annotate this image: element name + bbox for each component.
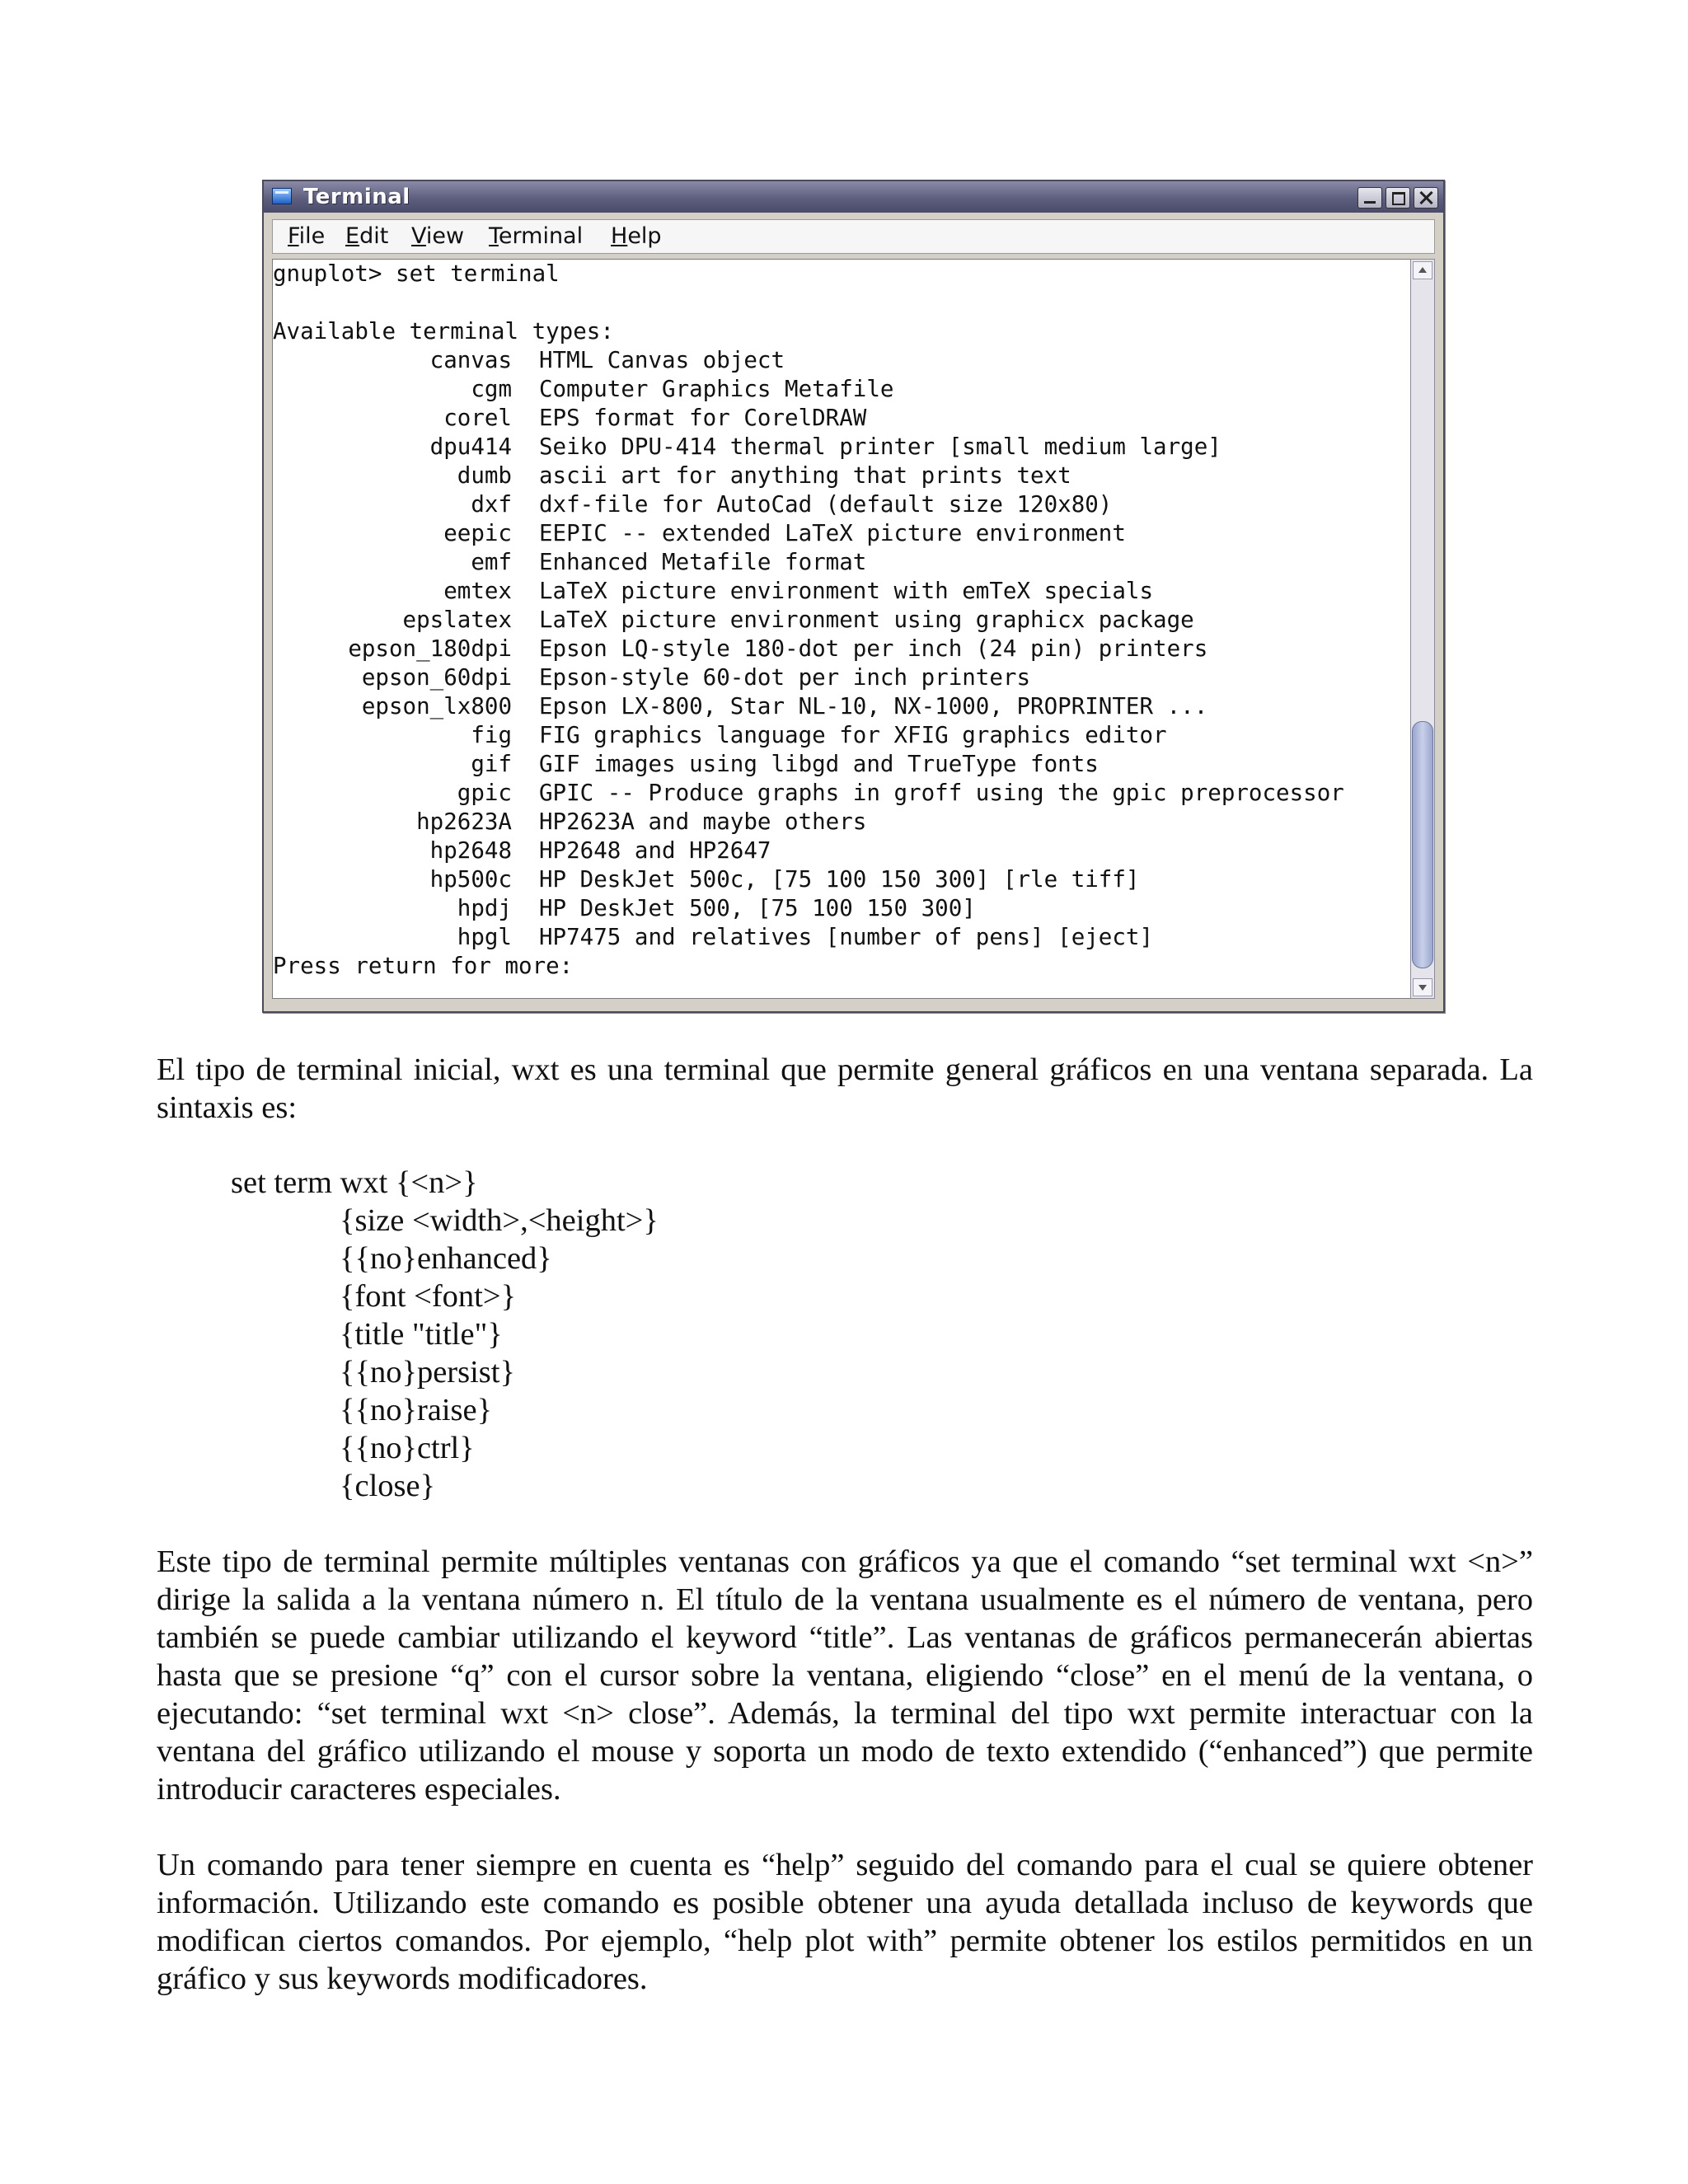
terminal-desc: LaTeX picture environment with emTeX specials [539, 578, 1154, 604]
terminal-desc: LaTeX picture environment using graphicx package [539, 607, 1194, 633]
terminal-desc: Seiko DPU-414 thermal printer [small medium large] [539, 434, 1221, 460]
terminal-name: hp2623A [416, 808, 512, 835]
terminal-type-row [273, 923, 1410, 952]
terminal-desc: HP2623A and maybe others [539, 808, 867, 835]
vertical-scrollbar[interactable] [1410, 259, 1435, 999]
scrollbar-thumb[interactable] [1412, 721, 1433, 968]
scroll-down-arrow-icon[interactable] [1413, 978, 1432, 996]
terminal-name: canvas [429, 347, 512, 373]
terminal-desc: EPS format for CorelDRAW [539, 405, 867, 431]
terminal-type-row [273, 433, 1410, 462]
terminal-desc: Epson LX-800, Star NL-10, NX-1000, PROPRINTER ... [539, 693, 1208, 719]
minimize-button[interactable] [1357, 187, 1382, 209]
terminal-desc: Epson LQ-style 180-dot per inch (24 pin) printers [539, 635, 1208, 662]
terminal-type-row [273, 865, 1410, 894]
terminal-name: epson_180dpi [348, 635, 512, 662]
terminal-name: dxf [471, 491, 512, 518]
terminal-type-row [273, 808, 1410, 837]
syntax-option: {title "title"} [340, 1317, 503, 1352]
menu-view[interactable]: View [411, 223, 465, 249]
terminal-type-row [273, 606, 1410, 635]
syntax-option: {{no}ctrl} [340, 1431, 475, 1465]
terminal-name: epson_lx800 [361, 693, 512, 719]
terminal-type-row [273, 519, 1410, 548]
terminal-type-row [273, 404, 1410, 433]
syntax-line: set term wxt {<n>} [231, 1165, 478, 1200]
terminal-desc: FIG graphics language for XFIG graphics editor [539, 722, 1167, 748]
maximize-button[interactable] [1386, 187, 1410, 209]
title-bar[interactable] [264, 181, 1443, 213]
syntax-block [231, 1164, 659, 1505]
intro-paragraph: El tipo de terminal inicial, wxt es una terminal que permite general gráficos en una ventana separada. La sintaxis es: [157, 1052, 1533, 1125]
terminal-name: dumb [457, 462, 512, 489]
terminal-name: emf [471, 549, 512, 575]
help-command-paragraph: Un comando para tener siempre en cuenta es “help” seguido del comando para el cual se quiere obtener información. Utilizando este comando es posible obtener una ayuda detallada incluso de keywords que modifican ciertos comandos. Por ejemplo, “help plot with” permite obtener los estilos permitidos en un gráfico y sus keywords modificadores. [157, 1848, 1533, 1996]
menu-help[interactable]: Help [611, 223, 662, 249]
syntax-option: {{no}persist} [340, 1355, 515, 1390]
terminal-name: eepic [443, 520, 512, 546]
terminal-desc: HP DeskJet 500c, [75 100 150 300] [rle tiff] [539, 866, 1140, 893]
terminal-desc: HTML Canvas object [539, 347, 785, 373]
window-title: Terminal [303, 185, 410, 209]
terminal-type-row [273, 490, 1410, 519]
terminal-type-row [273, 750, 1410, 779]
terminal-type-row [273, 375, 1410, 404]
syntax-option: {size <width>,<height>} [340, 1203, 659, 1238]
syntax-option: {{no}enhanced} [340, 1241, 552, 1276]
terminal-name: gpic [457, 780, 512, 806]
terminal-desc: Enhanced Metafile format [539, 549, 867, 575]
header-line: Available terminal types: [273, 318, 614, 344]
terminal-desc: HP DeskJet 500, [75 100 150 300] [539, 895, 976, 921]
terminal-type-row [273, 635, 1410, 663]
terminal-name: cgm [471, 376, 512, 402]
menu-bar [272, 219, 1435, 254]
terminal-app-icon [272, 188, 292, 204]
terminal-desc: HP2648 and HP2647 [539, 837, 771, 864]
syntax-option: {{no}raise} [340, 1393, 493, 1427]
terminal-type-row [273, 462, 1410, 490]
terminal-output[interactable] [272, 259, 1411, 999]
terminal-name: hp500c [429, 866, 512, 893]
terminal-name: emtex [443, 578, 512, 604]
more-prompt: Press return for more: [273, 953, 574, 979]
terminal-type-row [273, 577, 1410, 606]
terminal-type-row [273, 837, 1410, 865]
terminal-name: epson_60dpi [361, 664, 512, 691]
terminal-desc: GIF images using libgd and TrueType fonts [539, 751, 1099, 777]
prompt-line: gnuplot> set terminal [273, 260, 560, 287]
terminal-desc: HP7475 and relatives [number of pens] [eject] [539, 924, 1154, 950]
terminal-name: gif [471, 751, 512, 777]
terminal-name: hpgl [457, 924, 512, 950]
scroll-up-arrow-icon[interactable] [1413, 261, 1432, 279]
terminal-type-row [273, 894, 1410, 923]
terminal-type-row [273, 721, 1410, 750]
terminal-type-row [273, 548, 1410, 577]
terminal-type-row [273, 346, 1410, 375]
terminal-name: corel [443, 405, 512, 431]
terminal-desc: dxf-file for AutoCad (default size 120x80) [539, 491, 1113, 518]
terminal-name: dpu414 [429, 434, 512, 460]
menu-edit[interactable]: Edit [345, 223, 389, 249]
syntax-option: {font <font>} [340, 1279, 517, 1314]
terminal-type-row [273, 692, 1410, 721]
close-button[interactable] [1414, 187, 1438, 209]
terminal-name: fig [471, 722, 512, 748]
syntax-option: {close} [340, 1469, 436, 1503]
terminal-desc: Computer Graphics Metafile [539, 376, 894, 402]
terminal-desc: GPIC -- Produce graphs in groff using the gpic preprocessor [539, 780, 1344, 806]
menu-terminal[interactable]: Terminal [489, 223, 584, 249]
terminal-type-row [273, 663, 1410, 692]
menu-file[interactable]: File [288, 223, 326, 249]
terminal-name: hpdj [457, 895, 512, 921]
terminal-name: hp2648 [429, 837, 512, 864]
terminal-name: epslatex [402, 607, 512, 633]
terminal-desc: EEPIC -- extended LaTeX picture environment [539, 520, 1126, 546]
multiple-windows-paragraph: Este tipo de terminal permite múltiples ventanas con gráficos ya que el comando “set terminal wxt <n>” dirige la salida a la ventana número n. El título de la ventana usualmente es el número de ventana, pero también se puede cambiar utilizando el keyword “title”. Las ventanas de gráficos permanecerán abiertas hasta que se presione “q” con el cursor sobre la ventana, eligiendo “close” en el menú de la ventana, o ejecutando: “set terminal wxt <n> close”. Además, la terminal del tipo wxt permite interactuar con la ventana del gráfico utilizando el mouse y soporta un modo de texto extendido (“enhanced”) que permite introducir caracteres especiales. [157, 1544, 1533, 1807]
blank-line [273, 288, 1410, 317]
terminal-desc: Epson-style 60-dot per inch printers [539, 664, 1031, 691]
terminal-type-row [273, 779, 1410, 808]
terminal-desc: ascii art for anything that prints text [539, 462, 1071, 489]
terminal-window [262, 180, 1445, 1013]
